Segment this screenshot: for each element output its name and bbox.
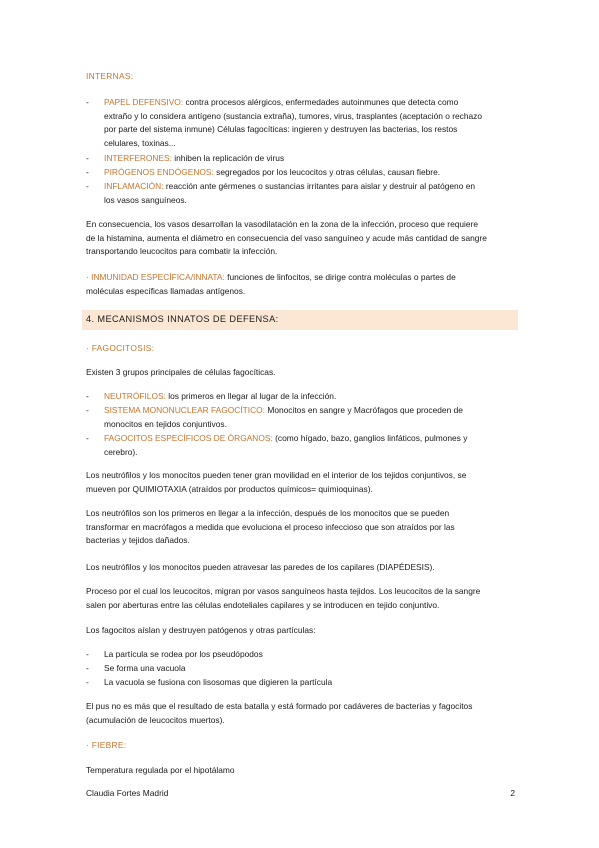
bullet-dash: - <box>86 391 89 401</box>
text-line: celulares, toxinas... <box>104 137 176 148</box>
text-line: Los neutrófilos son los primeros en llegar a la infección, después de los monocitos que se pueden <box>86 508 450 518</box>
paragraph-primeros <box>86 507 515 548</box>
term-pirogenos: PIRÓGENOS ENDÓGENOS: <box>104 167 214 177</box>
page-number: 2 <box>510 788 515 798</box>
bullet-dash: - <box>86 167 89 177</box>
text-line: mueven por QUIMIOTAXIA (atraídos por productos químicos= quimioquinas). <box>86 483 373 494</box>
text-line: (como hígado, bazo, ganglios linfáticos, pulmones y <box>272 433 468 443</box>
text-line: reacción ante gérmenes o sustancias irritantes para aislar y destruir al patógeno en <box>163 181 476 191</box>
fagocitos-item-neutrofilos <box>104 390 515 404</box>
text-line: contra procesos alérgicos, enfermedades autoinmunes que detecta como <box>183 97 459 107</box>
text-line: de la histamina, aumenta el diámetro en consecuencia del vaso sanguíneo y acude más cantidad de sangre <box>86 232 487 243</box>
internas-item-pirogenos <box>104 166 515 180</box>
paragraph-diapedesis: Los neutrófilos y los monocitos pueden atravesar las paredes de los capilares (DIAPÉDESIS). <box>86 562 435 572</box>
bullet-dash: - <box>86 405 89 415</box>
text-line: moléculas específicas llamadas antígenos. <box>86 285 246 296</box>
fagocitos-item-sistema-mononuclear <box>104 404 515 431</box>
text-line: segregados por los leucocitos y otras células, causan fiebre. <box>213 167 441 177</box>
bullet-dash: - <box>86 649 89 659</box>
section-title: 4. MECANISMOS INNATOS DE DEFENSA: <box>86 314 279 324</box>
step-item: Se forma una vacuola <box>104 663 186 673</box>
paragraph-consecuencia <box>86 218 515 259</box>
term-neutrofilos: NEUTRÓFILOS: <box>104 391 166 401</box>
footer-author: Claudia Fortes Madrid <box>86 788 169 798</box>
text-line: Monocitos en sangre y Macrófagos que proceden de <box>265 405 463 415</box>
text-line: cerebro). <box>104 446 138 457</box>
text-line: los primeros en llegar al lugar de la infección. <box>165 391 337 401</box>
text-line: los vasos sanguíneos. <box>104 194 187 205</box>
fiebre-heading: · FIEBRE: <box>86 740 127 750</box>
step-item: La vacuola se fusiona con lisosomas que digieren la partícula <box>104 677 333 687</box>
paragraph-proceso <box>86 585 515 612</box>
term-interferones: INTERFERONES: <box>104 153 172 163</box>
bullet-dash: - <box>86 181 89 191</box>
term-fagocitos-organos: FAGOCITOS ESPECÍFICOS DE ÓRGANOS: <box>104 433 273 443</box>
bullet-dash: - <box>86 153 89 163</box>
paragraph-inmunidad <box>86 271 515 298</box>
bullet-dash: - <box>86 663 89 673</box>
fagocitosis-intro: Existen 3 grupos principales de células fagocíticas. <box>86 367 276 377</box>
text-line: bacterias y tejidos dañados. <box>86 535 190 545</box>
step-item: La partícula se rodea por los pseudópodos <box>104 649 263 659</box>
term-papel-defensivo: PAPEL DEFENSIVO: <box>104 97 184 107</box>
paragraph-aislan: Los fagocitos aíslan y destruyen patógenos y otras partículas: <box>86 625 316 635</box>
term-inmunidad: · INMUNIDAD ESPECÍFICA/INNATA: <box>86 272 225 282</box>
paragraph-movilidad <box>86 469 515 496</box>
text-line: funciones de linfocitos, se dirige contra moléculas o partes de <box>224 272 456 282</box>
term-inflamacion: INFLAMACIÓN: <box>104 181 164 191</box>
text-line: transformar en macrófagos a medida que evoluciona el proceso infeccioso que son atraídos por las <box>86 521 455 532</box>
bullet-dash: - <box>86 677 89 687</box>
fagocitos-item-organos <box>104 432 515 459</box>
internas-item-inflamacion <box>104 180 515 207</box>
text-line: inhiben la replicación de virus <box>171 153 285 163</box>
term-sistema-mononuclear: SISTEMA MONONUCLEAR FAGOCÍTICO: <box>104 405 266 415</box>
text-line: transportando leucocitos para combatir la infección. <box>86 246 278 256</box>
text-line: En consecuencia, los vasos desarrollan la vasodilatación en la zona de la infección, proceso que requiere <box>86 219 479 229</box>
internas-heading: INTERNAS: <box>86 71 134 81</box>
text-line: extraño y lo considera antígeno (sustancia extraña), tumores, virus, trasplantes (aceptación o rechazo <box>104 110 483 121</box>
bullet-dash: - <box>86 433 89 443</box>
fagocitosis-heading: · FAGOCITOSIS: <box>86 343 155 353</box>
text-line: Los neutrófilos y los monocitos pueden tener gran movilidad en el interior de los tejidos conjuntivos, se <box>86 470 467 480</box>
text-line: (acumulación de leucocitos muertos). <box>86 714 225 725</box>
text-line: por parte del sistema inmune) Células fagocíticas: ingieren y destruyen las bacterias, los restos <box>104 124 458 134</box>
paragraph-pus <box>86 700 515 727</box>
internas-item-papel-defensivo <box>104 96 515 150</box>
bullet-dash: - <box>86 97 89 107</box>
text-line: salen por aberturas entre las células endoteliales capilares y se introducen en tejido conjuntivo. <box>86 599 440 610</box>
text-line: El pus no es más que el resultado de esta batalla y está formado por cadáveres de bacterias y fagocitos <box>86 701 473 711</box>
internas-item-interferones <box>104 152 515 166</box>
fiebre-text: Temperatura regulada por el hipotálamo <box>86 765 235 775</box>
text-line: Proceso por el cual los leucocitos, migran por vasos sanguíneos hasta tejidos. Los leucocitos de la sangre <box>86 586 481 596</box>
text-line: monocitos en tejidos conjuntivos. <box>104 418 227 429</box>
